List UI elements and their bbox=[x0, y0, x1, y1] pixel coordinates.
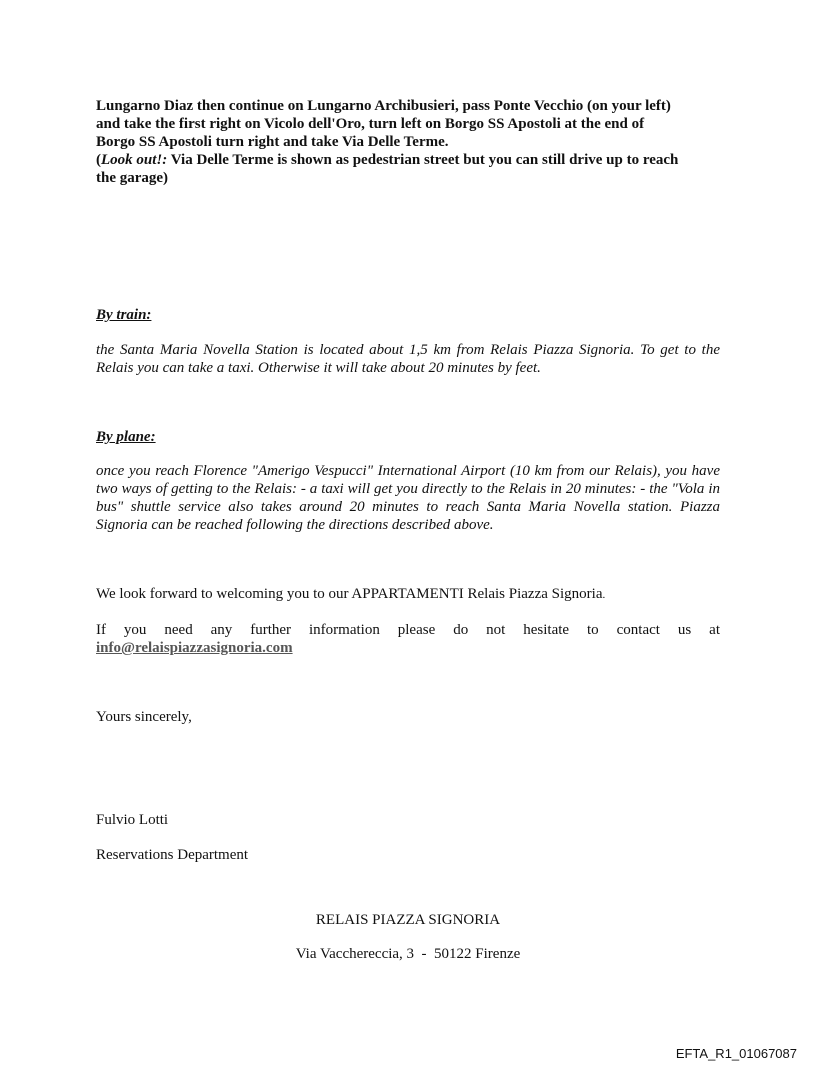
info-email-line bbox=[96, 639, 720, 657]
note-label: Look out!: bbox=[101, 152, 168, 168]
note-open-paren: ( bbox=[96, 152, 101, 168]
driving-line-1: Lungarno Diaz then continue on Lungarno Archibusieri, pass Ponte Vecchio (on your left) bbox=[96, 98, 671, 114]
signature-name: Fulvio Lotti bbox=[96, 812, 169, 828]
info-paragraph bbox=[96, 621, 720, 657]
document-id: EFTA_R1_01067087 bbox=[675, 1046, 797, 1061]
closing-salutation: Yours sincerely, bbox=[96, 709, 192, 725]
driving-directions bbox=[96, 97, 720, 187]
welcome-period: . bbox=[602, 589, 606, 601]
signature-department: Reservations Department bbox=[96, 847, 249, 863]
email-link[interactable]: info@relaispiazzasignoria.com bbox=[96, 640, 293, 656]
company-address: Via Vacchereccia, 3 - 50122 Firenze bbox=[295, 946, 521, 962]
welcome-text: We look forward to welcoming you to our APPARTAMENTI Relais Piazza Signoria bbox=[96, 586, 603, 602]
train-heading: By train: bbox=[96, 307, 152, 323]
driving-line-3: Borgo SS Apostoli turn right and take Via Delle Terme. bbox=[96, 134, 449, 150]
train-text: the Santa Maria Novella Station is located about 1,5 km from Relais Piazza Signoria. To get to the Relais you can take a taxi. Otherwise it will take about 20 minutes by feet. bbox=[96, 342, 720, 376]
info-line-1: If you need any further information please do not hesitate to contact us at bbox=[96, 622, 720, 638]
driving-note bbox=[96, 151, 720, 169]
driving-line-2: and take the first right on Vicolo dell'Oro, turn left on Borgo SS Apostoli at the end of bbox=[96, 116, 645, 132]
plane-text: once you reach Florence "Amerigo Vespucci" International Airport (10 km from our Relais), you have two ways of getting to the Relais: - a taxi will get you directly to the Relais in 20 minutes: - the "Vola in bus" shuttle service also takes around 20 minutes to reach Santa Maria Novella station. Piazza Signoria can be reached following the directions described above. bbox=[96, 463, 720, 533]
note-text: Via Delle Terme is shown as pedestrian street but you can still drive up to reach bbox=[167, 152, 679, 168]
driving-note-line-2: the garage) bbox=[96, 170, 169, 186]
welcome-line bbox=[96, 585, 720, 604]
plane-heading: By plane: bbox=[96, 429, 156, 445]
company-name: RELAIS PIAZZA SIGNORIA bbox=[315, 912, 501, 928]
